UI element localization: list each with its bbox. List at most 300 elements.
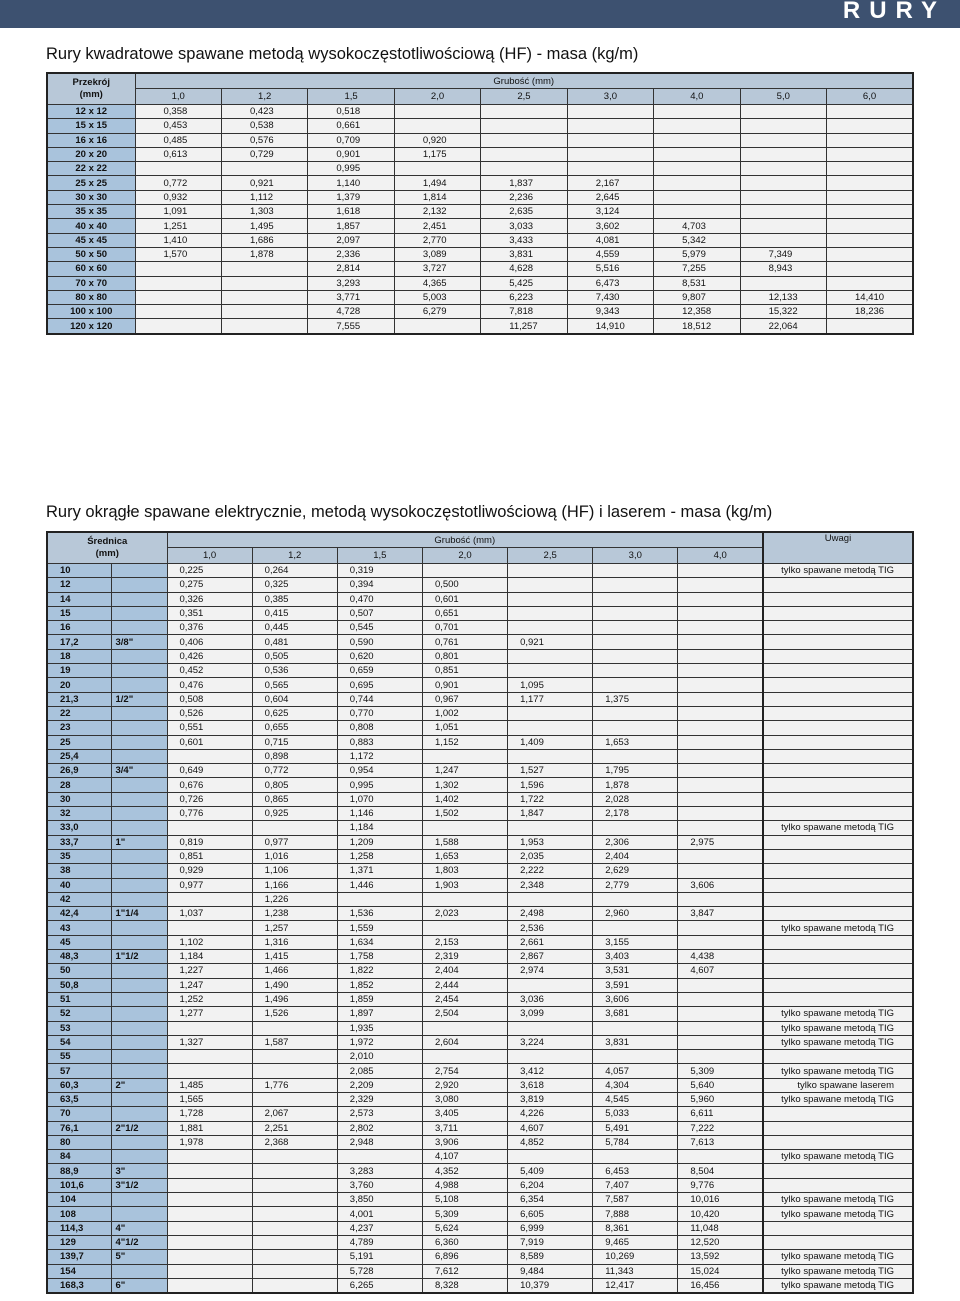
mass-cell (654, 147, 740, 161)
mass-cell: 1,502 (422, 807, 507, 821)
mass-cell (167, 1264, 252, 1278)
note-cell (763, 1121, 913, 1135)
mass-cell: 0,545 (337, 621, 422, 635)
mass-cell: 5,491 (593, 1121, 678, 1135)
mass-cell (508, 978, 593, 992)
note-cell (763, 778, 913, 792)
mass-cell: 3,080 (422, 1092, 507, 1106)
inch-label (111, 921, 167, 935)
mass-cell: 12,133 (740, 290, 826, 304)
thickness-col-header: 1,5 (337, 548, 422, 564)
mass-cell (422, 821, 507, 835)
section-label: 20 x 20 (47, 147, 135, 161)
mass-cell: 0,394 (337, 578, 422, 592)
mass-cell (252, 1250, 337, 1264)
note-cell: tylko spawane metodą TIG (763, 921, 913, 935)
mass-cell: 0,426 (167, 649, 252, 663)
mass-cell: 1,526 (252, 1007, 337, 1021)
note-cell (763, 807, 913, 821)
table-row (47, 1035, 913, 1049)
mass-cell: 1,172 (337, 749, 422, 763)
mass-cell: 1,935 (337, 1021, 422, 1035)
mass-cell: 5,309 (678, 1064, 763, 1078)
mass-cell: 0,415 (252, 606, 337, 620)
diameter-label: 84 (47, 1150, 111, 1164)
mass-cell: 4,545 (593, 1092, 678, 1106)
mass-cell: 22,064 (740, 319, 826, 334)
mass-cell: 1,238 (252, 907, 337, 921)
mass-cell: 1,402 (422, 792, 507, 806)
mass-cell (740, 105, 826, 119)
table-row (47, 649, 913, 663)
mass-cell: 2,251 (252, 1121, 337, 1135)
mass-cell: 0,485 (135, 133, 221, 147)
mass-cell: 1,618 (308, 205, 394, 219)
mass-cell: 6,896 (422, 1250, 507, 1264)
mass-cell (593, 678, 678, 692)
mass-cell: 1,415 (252, 950, 337, 964)
mass-cell (678, 706, 763, 720)
mass-cell (740, 176, 826, 190)
table-row (47, 1121, 913, 1135)
table-row (47, 190, 913, 204)
mass-cell (135, 305, 221, 319)
mass-cell: 11,257 (481, 319, 567, 334)
square-pipes-table (46, 72, 914, 335)
note-cell: tylko spawane metodą TIG (763, 1064, 913, 1078)
mass-cell: 2,132 (394, 205, 480, 219)
diameter-label: 15 (47, 606, 111, 620)
mass-cell: 0,776 (167, 807, 252, 821)
table-row (47, 849, 913, 863)
diameter-label: 76,1 (47, 1121, 111, 1135)
table-row (47, 247, 913, 261)
inch-label (111, 721, 167, 735)
table-row (47, 692, 913, 706)
inch-label: 4" (111, 1221, 167, 1235)
mass-cell: 0,929 (167, 864, 252, 878)
diameter-label: 53 (47, 1021, 111, 1035)
mass-cell: 4,438 (678, 950, 763, 964)
mass-cell: 18,236 (827, 305, 914, 319)
mass-cell: 1,327 (167, 1035, 252, 1049)
mass-cell (221, 305, 307, 319)
mass-cell: 3,036 (508, 992, 593, 1006)
mass-cell: 0,538 (221, 119, 307, 133)
inch-label: 3"1/2 (111, 1178, 167, 1192)
inch-label: 3/8" (111, 635, 167, 649)
mass-cell (654, 105, 740, 119)
mass-cell: 12,358 (654, 305, 740, 319)
mass-cell: 7,407 (593, 1178, 678, 1192)
mass-cell (508, 564, 593, 578)
diameter-label: 20 (47, 678, 111, 692)
mass-cell: 0,319 (337, 564, 422, 578)
mass-cell: 0,470 (337, 592, 422, 606)
table-row (47, 907, 913, 921)
note-cell: tylko spawane metodą TIG (763, 1007, 913, 1021)
note-cell (763, 935, 913, 949)
mass-cell (654, 133, 740, 147)
section-label: 35 x 35 (47, 205, 135, 219)
mass-cell (167, 1164, 252, 1178)
table-row (47, 1107, 913, 1121)
mass-cell: 5,108 (422, 1193, 507, 1207)
mass-cell: 2,404 (422, 964, 507, 978)
inch-label (111, 878, 167, 892)
section-label: 60 x 60 (47, 262, 135, 276)
mass-cell: 0,551 (167, 721, 252, 735)
table-row (47, 119, 913, 133)
mass-cell: 0,476 (167, 678, 252, 692)
mass-cell (827, 219, 914, 233)
mass-cell (252, 821, 337, 835)
mass-cell: 0,500 (422, 578, 507, 592)
inch-label (111, 1150, 167, 1164)
mass-cell: 3,831 (593, 1035, 678, 1049)
mass-cell: 2,604 (422, 1035, 507, 1049)
mass-cell (167, 1021, 252, 1035)
mass-cell: 7,612 (422, 1264, 507, 1278)
mass-cell: 1,166 (252, 878, 337, 892)
mass-cell: 2,336 (308, 247, 394, 261)
mass-cell (827, 233, 914, 247)
mass-cell: 3,602 (567, 219, 653, 233)
mass-cell: 1,002 (422, 706, 507, 720)
diameter-label: 63,5 (47, 1092, 111, 1106)
note-cell (763, 721, 913, 735)
mass-cell: 3,681 (593, 1007, 678, 1021)
note-cell: tylko spawane metodą TIG (763, 1021, 913, 1035)
thickness-group-header: Grubość (mm) (167, 532, 763, 548)
thickness-col-header: 6,0 (827, 89, 914, 105)
mass-cell: 3,155 (593, 935, 678, 949)
mass-cell (593, 749, 678, 763)
mass-cell (167, 1178, 252, 1192)
mass-cell: 0,452 (167, 664, 252, 678)
mass-cell: 0,649 (167, 764, 252, 778)
mass-cell (678, 978, 763, 992)
mass-cell: 7,555 (308, 319, 394, 334)
mass-cell: 2,348 (508, 878, 593, 892)
mass-cell (678, 992, 763, 1006)
mass-cell (593, 621, 678, 635)
mass-cell (252, 1092, 337, 1106)
mass-cell: 18,512 (654, 319, 740, 334)
mass-cell: 2,754 (422, 1064, 507, 1078)
mass-cell: 0,805 (252, 778, 337, 792)
inch-label: 1/2" (111, 692, 167, 706)
mass-cell (593, 649, 678, 663)
inch-label (111, 821, 167, 835)
note-cell: tylko spawane metodą TIG (763, 1150, 913, 1164)
mass-cell: 3,819 (508, 1092, 593, 1106)
note-cell (763, 1050, 913, 1064)
mass-cell: 0,225 (167, 564, 252, 578)
table-row (47, 162, 913, 176)
mass-cell: 7,255 (654, 262, 740, 276)
mass-cell (827, 247, 914, 261)
mass-cell: 1,814 (394, 190, 480, 204)
mass-cell: 0,819 (167, 835, 252, 849)
mass-cell: 5,003 (394, 290, 480, 304)
mass-cell (827, 190, 914, 204)
mass-cell (567, 105, 653, 119)
section-label: 45 x 45 (47, 233, 135, 247)
note-cell (763, 578, 913, 592)
section-label: 12 x 12 (47, 105, 135, 119)
table-row (47, 921, 913, 935)
mass-cell: 1,837 (481, 176, 567, 190)
mass-cell (135, 319, 221, 334)
inch-label (111, 606, 167, 620)
mass-cell: 2,948 (337, 1135, 422, 1149)
thickness-col-header: 1,2 (221, 89, 307, 105)
mass-cell: 1,653 (593, 735, 678, 749)
note-cell: tylko spawane metodą TIG (763, 1264, 913, 1278)
mass-cell: 1,316 (252, 935, 337, 949)
mass-cell: 0,701 (422, 621, 507, 635)
mass-cell: 5,342 (654, 233, 740, 247)
mass-cell (508, 621, 593, 635)
mass-cell: 7,919 (508, 1235, 593, 1249)
mass-cell (167, 1250, 252, 1264)
mass-cell: 3,403 (593, 950, 678, 964)
inch-label (111, 935, 167, 949)
mass-cell: 2,222 (508, 864, 593, 878)
note-cell (763, 992, 913, 1006)
mass-cell (508, 821, 593, 835)
mass-cell: 3,283 (337, 1164, 422, 1178)
inch-label (111, 1007, 167, 1021)
table-row (47, 621, 913, 635)
section-label: 50 x 50 (47, 247, 135, 261)
mass-cell: 8,943 (740, 262, 826, 276)
inch-label (111, 978, 167, 992)
thickness-col-header: 3,0 (567, 89, 653, 105)
mass-cell: 2,779 (593, 878, 678, 892)
mass-cell: 15,322 (740, 305, 826, 319)
mass-cell: 3,906 (422, 1135, 507, 1149)
mass-cell: 0,932 (135, 190, 221, 204)
mass-cell: 15,024 (678, 1264, 763, 1278)
table-row (47, 664, 913, 678)
inch-label: 2" (111, 1078, 167, 1092)
mass-cell: 1,490 (252, 978, 337, 992)
mass-cell: 7,587 (593, 1193, 678, 1207)
mass-cell (740, 190, 826, 204)
diameter-label: 30 (47, 792, 111, 806)
mass-cell: 0,325 (252, 578, 337, 592)
mass-cell: 2,536 (508, 921, 593, 935)
mass-cell (422, 749, 507, 763)
mass-cell (252, 1278, 337, 1293)
inch-label (111, 807, 167, 821)
mass-cell: 2,454 (422, 992, 507, 1006)
mass-cell: 4,988 (422, 1178, 507, 1192)
mass-cell: 5,979 (654, 247, 740, 261)
table-row (47, 721, 913, 735)
mass-cell: 1,686 (221, 233, 307, 247)
table-row (47, 147, 913, 161)
mass-cell: 7,818 (481, 305, 567, 319)
diameter-label: 114,3 (47, 1221, 111, 1235)
mass-cell: 1,175 (394, 147, 480, 161)
mass-cell (167, 1235, 252, 1249)
mass-cell (221, 262, 307, 276)
mass-cell (678, 921, 763, 935)
mass-cell: 2,404 (593, 849, 678, 863)
mass-cell: 1,978 (167, 1135, 252, 1149)
mass-cell: 2,629 (593, 864, 678, 878)
inch-label (111, 964, 167, 978)
mass-cell: 0,954 (337, 764, 422, 778)
mass-cell: 6,999 (508, 1221, 593, 1235)
mass-cell: 3,831 (481, 247, 567, 261)
mass-cell: 0,453 (135, 119, 221, 133)
table-row (47, 176, 913, 190)
note-cell (763, 764, 913, 778)
mass-cell (394, 162, 480, 176)
mass-cell: 2,635 (481, 205, 567, 219)
mass-cell: 1,227 (167, 964, 252, 978)
diameter-label: 70 (47, 1107, 111, 1121)
mass-cell: 1,095 (508, 678, 593, 692)
thickness-col-header: 4,0 (654, 89, 740, 105)
mass-cell (221, 276, 307, 290)
mass-cell: 0,676 (167, 778, 252, 792)
diameter-label: 28 (47, 778, 111, 792)
mass-cell: 5,191 (337, 1250, 422, 1264)
mass-cell (508, 592, 593, 606)
mass-cell: 0,901 (308, 147, 394, 161)
note-cell (763, 735, 913, 749)
table-row (47, 290, 913, 304)
diameter-label: 88,9 (47, 1164, 111, 1178)
inch-label: 1" (111, 835, 167, 849)
diameter-label: 23 (47, 721, 111, 735)
mass-cell: 0,651 (422, 606, 507, 620)
mass-cell: 0,518 (308, 105, 394, 119)
mass-cell (593, 1050, 678, 1064)
section-label: 16 x 16 (47, 133, 135, 147)
mass-cell: 1,379 (308, 190, 394, 204)
mass-cell: 4,107 (422, 1150, 507, 1164)
mass-cell: 0,385 (252, 592, 337, 606)
mass-cell (678, 1035, 763, 1049)
mass-cell: 0,925 (252, 807, 337, 821)
inch-label (111, 621, 167, 635)
mass-cell: 2,178 (593, 807, 678, 821)
inch-label (111, 706, 167, 720)
mass-cell: 10,016 (678, 1193, 763, 1207)
mass-cell (827, 319, 914, 334)
mass-cell: 3,089 (394, 247, 480, 261)
mass-cell: 0,744 (337, 692, 422, 706)
mass-cell: 0,898 (252, 749, 337, 763)
mass-cell (740, 147, 826, 161)
thickness-col-header: 2,0 (394, 89, 480, 105)
mass-cell (678, 778, 763, 792)
note-cell (763, 649, 913, 663)
mass-cell: 9,807 (654, 290, 740, 304)
mass-cell: 2,010 (337, 1050, 422, 1064)
table-row (47, 262, 913, 276)
mass-cell: 3,727 (394, 262, 480, 276)
diameter-label: 51 (47, 992, 111, 1006)
inch-label (111, 592, 167, 606)
inch-label (111, 1035, 167, 1049)
mass-cell (252, 1150, 337, 1164)
mass-cell: 2,960 (593, 907, 678, 921)
thickness-col-header: 2,0 (422, 548, 507, 564)
note-cell (763, 664, 913, 678)
mass-cell: 1,209 (337, 835, 422, 849)
mass-cell (678, 564, 763, 578)
mass-cell: 3,099 (508, 1007, 593, 1021)
table-row (47, 1021, 913, 1035)
mass-cell (422, 1050, 507, 1064)
mass-cell (508, 649, 593, 663)
mass-cell: 1,565 (167, 1092, 252, 1106)
mass-cell: 0,851 (422, 664, 507, 678)
section-label: 120 x 120 (47, 319, 135, 334)
mass-cell (827, 205, 914, 219)
mass-cell: 2,329 (337, 1092, 422, 1106)
note-cell (763, 1164, 913, 1178)
note-cell (763, 849, 913, 863)
mass-cell: 2,974 (508, 964, 593, 978)
mass-cell (221, 319, 307, 334)
mass-cell (678, 606, 763, 620)
mass-cell (252, 1164, 337, 1178)
mass-cell: 0,921 (221, 176, 307, 190)
mass-cell (827, 119, 914, 133)
mass-cell: 0,977 (252, 835, 337, 849)
inch-label (111, 864, 167, 878)
mass-cell: 1,903 (422, 878, 507, 892)
mass-cell: 0,901 (422, 678, 507, 692)
mass-cell: 2,306 (593, 835, 678, 849)
mass-cell: 1,446 (337, 878, 422, 892)
mass-cell: 2,028 (593, 792, 678, 806)
mass-cell: 3,711 (422, 1121, 507, 1135)
mass-cell: 0,801 (422, 649, 507, 663)
mass-cell: 4,852 (508, 1135, 593, 1149)
mass-cell (678, 578, 763, 592)
note-cell (763, 907, 913, 921)
mass-cell (593, 706, 678, 720)
mass-cell: 0,604 (252, 692, 337, 706)
mass-cell: 9,776 (678, 1178, 763, 1192)
section-label: 25 x 25 (47, 176, 135, 190)
mass-cell (167, 1221, 252, 1235)
mass-cell (678, 649, 763, 663)
mass-cell: 3,771 (308, 290, 394, 304)
diameter-label: 21,3 (47, 692, 111, 706)
diameter-label: 52 (47, 1007, 111, 1021)
mass-cell: 1,146 (337, 807, 422, 821)
mass-cell: 16,456 (678, 1278, 763, 1293)
mass-cell: 5,624 (422, 1221, 507, 1235)
mass-cell: 5,516 (567, 262, 653, 276)
mass-cell: 1,112 (221, 190, 307, 204)
mass-cell (740, 162, 826, 176)
mass-cell: 2,661 (508, 935, 593, 949)
mass-cell (593, 592, 678, 606)
table-row (47, 1221, 913, 1235)
mass-cell: 3,591 (593, 978, 678, 992)
